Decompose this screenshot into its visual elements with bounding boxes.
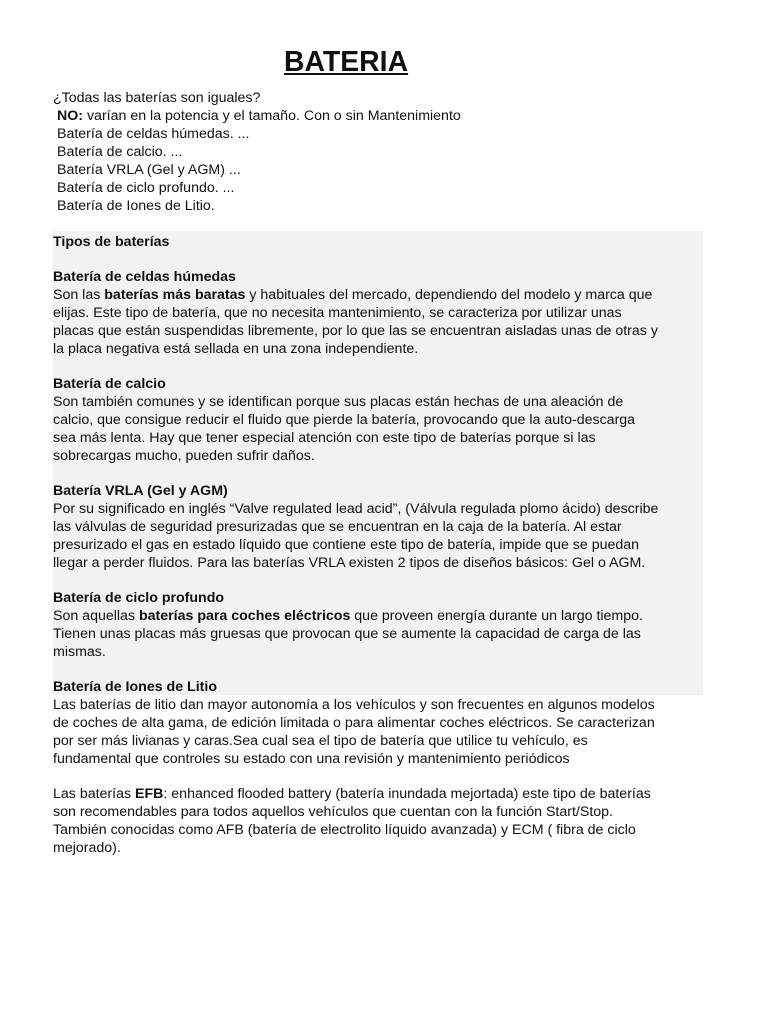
intro-item: Batería VRLA (Gel y AGM) ... xyxy=(57,162,241,178)
intro-block xyxy=(53,89,713,215)
section-heading: Batería VRLA (Gel y AGM) xyxy=(53,483,228,499)
section-line: Son las baterías más baratas y habituales del mercado, dependiendo del modelo y marca que xyxy=(53,287,653,303)
intro-item: Batería de Iones de Litio. xyxy=(57,198,215,214)
intro-question: ¿Todas las baterías son iguales? xyxy=(53,90,261,106)
section-line: sea más lenta. Hay que tener especial atención con este tipo de baterías porque si las xyxy=(53,430,596,446)
section-line: También conocidas como AFB (batería de electrolito líquido avanzada) y ECM ( fibra de ciclo xyxy=(53,822,636,838)
section-line: placas que están suspendidas libremente, por lo que las se encuentran aisladas unas de otras y xyxy=(53,323,658,339)
section-line: fundamental que controles su estado con una revisión y mantenimiento periódicos xyxy=(53,751,570,767)
answer-text: varían en la potencia y el tamaño. Con o sin Mantenimiento xyxy=(83,108,461,124)
section-ciclo-profundo xyxy=(53,589,715,661)
section-efb xyxy=(53,785,715,857)
section-line: Son también comunes y se identifican porque sus placas están hechas de una aleación de xyxy=(53,394,624,410)
section-line: calcio, que consigue reducir el fluido que pierde la batería, provocando que la auto-descarga xyxy=(53,412,636,428)
types-heading: Tipos de baterías xyxy=(53,234,170,250)
section-line: las válvulas de seguridad presurizadas que se encuentran en la caja de la batería. Al estar xyxy=(53,519,622,535)
answer-bold: NO: xyxy=(57,108,84,124)
section-celdas-humedas xyxy=(53,268,715,358)
section-line: mismas. xyxy=(53,644,106,660)
section-line: Las baterías de litio dan mayor autonomía a los vehículos y son frecuentes en algunos modelos xyxy=(53,697,655,713)
intro-item: Batería de ciclo profundo. ... xyxy=(57,180,235,196)
section-heading: Batería de calcio xyxy=(53,376,166,392)
document-title: BATERIA xyxy=(284,46,409,78)
section-vrla xyxy=(53,482,715,572)
section-line: elijas. Este tipo de batería, que no necesita mantenimiento, se caracteriza por utilizar unas xyxy=(53,305,622,321)
intro-item: Batería de celdas húmedas. ... xyxy=(57,126,250,142)
section-line: Las baterías EFB: enhanced flooded battery (batería inundada mejortada) este tipo de baterías xyxy=(53,786,651,802)
section-line: Por su significado en inglés “Valve regulated lead acid”, (Válvula regulada plomo ácido) describe xyxy=(53,501,659,517)
section-line: de coches de alta gama, de edición limitada o para alimentar coches eléctricos. Se caracterizan xyxy=(53,715,655,731)
section-line: sobrecargas mucho, pueden sufrir daños. xyxy=(53,448,315,464)
intro-item: Batería de calcio. ... xyxy=(57,144,183,160)
section-line: presurizado el gas en estado líquido que contiene este tipo de batería, impide que se puedan xyxy=(53,537,640,553)
section-line: Tienen unas placas más gruesas que provocan que se aumente la capacidad de carga de las xyxy=(53,626,641,642)
section-calcio xyxy=(53,375,715,465)
section-line: llegar a perder fluidos. Para las baterías VRLA existen 2 tipos de diseños básicos: Gel o AGM. xyxy=(53,555,646,571)
section-heading: Batería de Iones de Litio xyxy=(53,679,217,695)
section-line: la placa negativa está sellada en una zona independiente. xyxy=(53,341,419,357)
section-heading: Batería de ciclo profundo xyxy=(53,590,225,606)
section-line: por ser más livianas y caras.Sea cual sea el tipo de batería que utilice tu vehículo, es xyxy=(53,733,588,749)
section-line: mejorado). xyxy=(53,840,121,856)
battery-types-content xyxy=(53,233,715,857)
section-line: son recomendables para todos aquellos vehículos que cuentan con la función Start/Stop. xyxy=(53,804,613,820)
section-iones-litio xyxy=(53,678,715,768)
section-heading: Batería de celdas húmedas xyxy=(53,269,236,285)
section-line: Son aquellas baterías para coches eléctricos que proveen energía durante un largo tiempo. xyxy=(53,608,643,624)
intro-answer xyxy=(53,107,713,125)
